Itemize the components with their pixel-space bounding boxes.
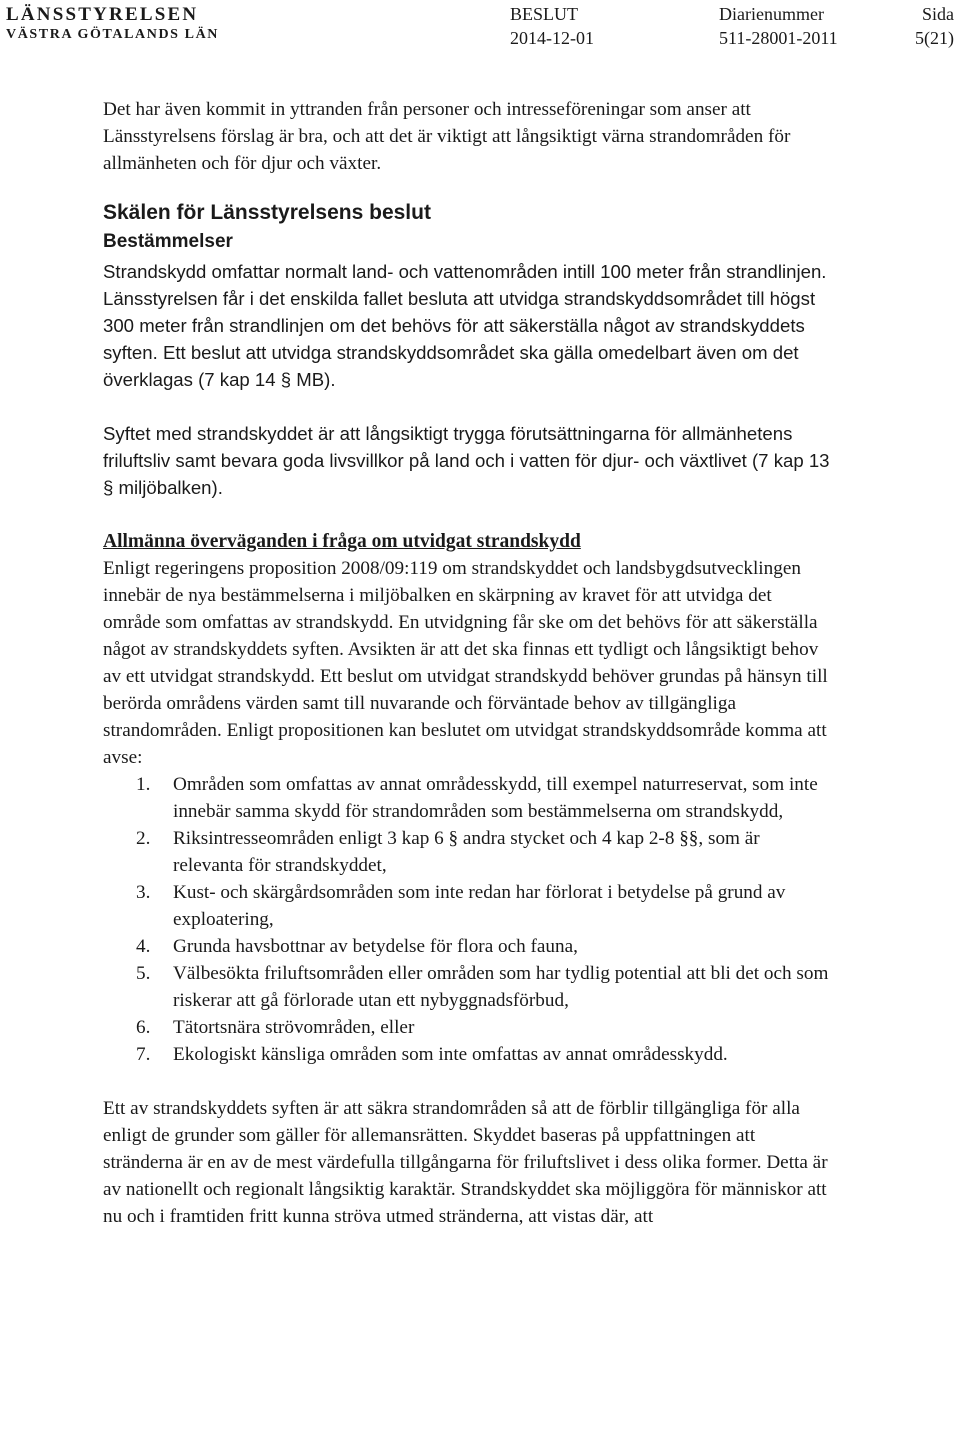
diarienummer-value: 511-28001-2011 [719,28,838,48]
list-item-text: Välbesökta friluftsområden eller områden som har tydlig potential att bli det och som riskerar att gå förlorade utan ett nybyggnadsförbud, [173,963,829,1011]
paragraph-yttranden: Det har även kommit in yttranden från personer och intresseföreningar som anser att Länsstyrelsens förslag är bra, och att det är viktigt att långsiktigt värna strandområden för allmänheten och för djur och växter. [103,99,791,174]
paragraph-syftet: Syftet med strandskyddet är att långsiktigt trygga förutsättningarna för allmänhetens friluftsliv samt bevara goda livsvillkor på land och i vatten för djur- och växtlivet (7 kap 13 § miljöbalken). [103,423,830,498]
page-label: Sida [921,4,954,24]
page-number-column [915,2,954,50]
list-item-text: Områden som omfattas av annat områdesskydd, till exempel naturreservat, som inte innebär samma skydd för strandområden som bestämmelserna om strandskydd, [173,774,818,822]
list-item-text: Grunda havsbottnar av betydelse för flora och fauna, [173,936,578,957]
logo-line-1: LÄNSSTYRELSEN [6,4,199,25]
list-item-number: 1. [136,774,151,795]
list-item-text: Riksintresseområden enligt 3 kap 6 § andra stycket och 4 kap 2-8 §§, som är relevanta för strandskyddet, [173,828,760,876]
doc-date: 2014-12-01 [510,28,594,48]
heading-allmanna-overvaganden: Allmänna överväganden i fråga om utvidgat strandskydd [103,531,581,552]
lansstyrelsen-logo [6,4,219,44]
list-item [103,960,833,1014]
list-item [103,879,833,933]
heading-bestammelser: Bestämmelser [103,231,233,252]
document-body [103,96,833,1230]
list-item-text: Ekologiskt känsliga områden som inte omfattas av annat områdesskydd. [173,1044,728,1065]
paragraph-allemansratten: Ett av strandskyddets syften är att säkra strandområden så att de förblir tillgängliga för alla enligt de grunder som gäller för allemansrätten. Skyddet baseras på uppfattningen att stränderna är en av de mest värdefulla tillgångarna för friluftslivet i dess olika former. Detta är av nationellt och regionalt långsiktig karaktär. Strandskyddet ska möjliggöra för människor att nu och i framtiden fritt kunna ströva utmed stränderna, att vistas där, att [103,1098,828,1227]
heading-skalen: Skälen för Länsstyrelsens beslut [103,201,431,224]
list-item [103,1014,833,1041]
list-item-number: 5. [136,963,151,984]
paragraph-strandskydd: Strandskydd omfattar normalt land- och vattenområden intill 100 meter från strandlinjen. Länsstyrelsen får i det enskilda fallet besluta att utvidga strandskyddsområdet till högst 300 meter från strandlinjen om det behövs för att säkerställa något av strandskyddets syften. Ett beslut att utvidga strandskyddsområdet ska gälla omedelbart även om det överklagas (7 kap 14 § MB). [103,261,827,390]
list-item-text: Tätortsnära strövområden, eller [173,1017,415,1038]
list-item [103,825,833,879]
list-item [103,1041,833,1068]
doc-type: BESLUT [510,4,579,24]
list-item-number: 3. [136,882,151,903]
diarienummer-column [719,2,838,50]
page-number: 5(21) [915,28,954,48]
list-item [103,771,833,825]
criteria-list [103,771,833,1068]
doc-type-column [510,2,594,50]
logo-line-2: VÄSTRA GÖTALANDS LÄN [6,27,219,42]
page-header [0,0,960,48]
list-item-number: 7. [136,1044,151,1065]
list-item-number: 4. [136,936,151,957]
list-item [103,933,833,960]
list-item-number: 2. [136,828,151,849]
paragraph-proposition: Enligt regeringens proposition 2008/09:119 om strandskyddet och landsbygdsutvecklingen innebär de nya bestämmelserna i miljöbalken en skärpning av kravet för att utvidga det område som omfattas av strandskydd. En utvidgning får ske om det behövs för att säkerställa något av strandskyddets syften. Avsikten är att det ska finnas ett tydligt och långsiktigt behov av ett utvidgat strandskydd. Ett beslut om utvidgat strandskydd behöver grundas på hänsyn till berörda områdens värden samt till nuvarande och förväntade behov av tillgängliga strandområden. Enligt propositionen kan beslutet om utvidgat strandskyddsområde komma att avse: [103,558,828,768]
list-item-number: 6. [136,1017,151,1038]
diarienummer-label: Diarienummer [719,4,824,24]
list-item-text: Kust- och skärgårdsområden som inte redan har förlorat i betydelse på grund av exploatering, [173,882,786,930]
